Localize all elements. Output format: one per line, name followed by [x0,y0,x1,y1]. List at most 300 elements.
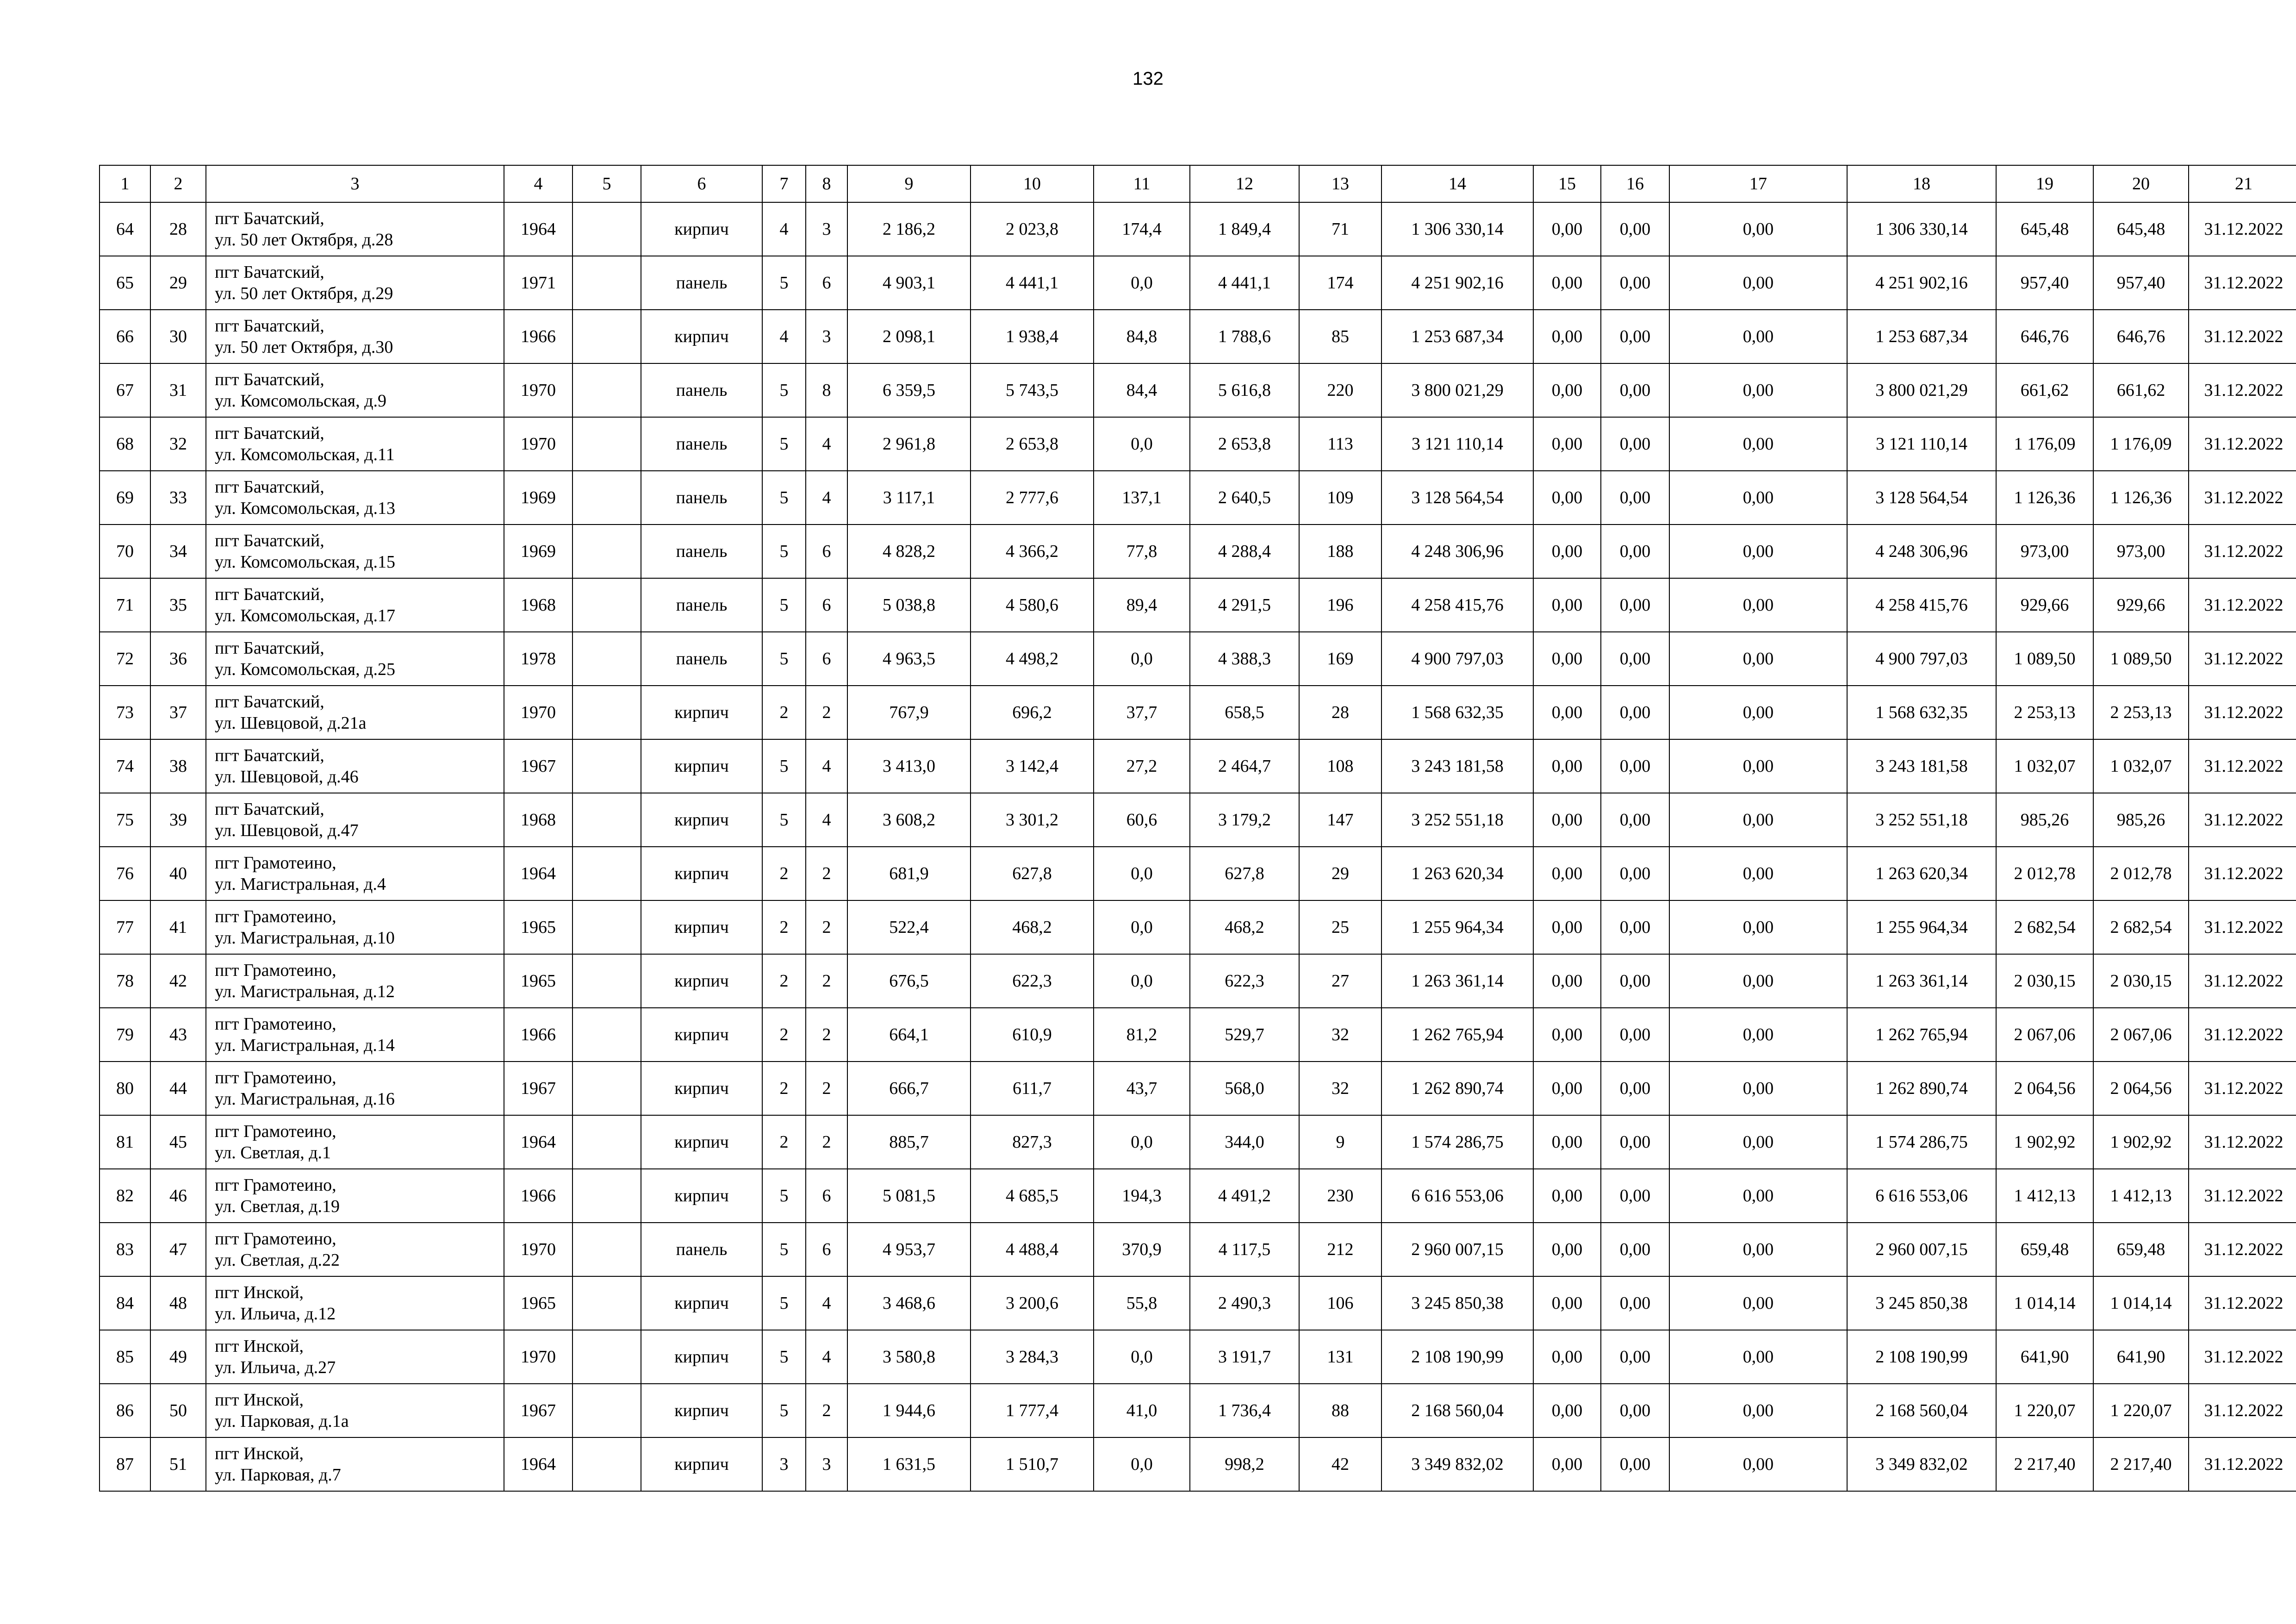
col-20-cell: 2 217,40 [2093,1437,2189,1491]
col-5-cell [572,363,641,417]
street-address: ул. Магистральная, д.4 [215,874,386,894]
col-12-cell: 568,0 [1190,1062,1299,1115]
col-5-cell [572,256,641,310]
floors-cell: 5 [762,1223,806,1276]
settlement-name: пгт Грамотеино, [215,1014,336,1034]
col-16-cell: 0,00 [1601,954,1669,1008]
wall-material-cell: кирпич [641,1115,762,1169]
wall-material-cell: кирпич [641,739,762,793]
deadline-date-cell: 31.12.2022 [2189,1008,2296,1062]
col-15-cell: 0,00 [1533,1276,1601,1330]
row-number-cell: 72 [100,632,150,686]
entrances-cell: 4 [806,1330,847,1384]
table-row [100,954,2296,1008]
wall-material-cell: панель [641,1223,762,1276]
wall-material-cell: панель [641,256,762,310]
col-13-cell: 71 [1299,202,1381,256]
col-15-cell: 0,00 [1533,1169,1601,1223]
table-row [100,471,2296,525]
settlement-name: пгт Инской, [215,1390,304,1410]
wall-material-cell: кирпич [641,900,762,954]
build-year-cell: 1970 [504,417,572,471]
settlement-name: пгт Бачатский, [215,531,324,550]
col-10-cell: 3 200,6 [971,1276,1094,1330]
entrances-cell: 2 [806,686,847,739]
wall-material-cell: кирпич [641,954,762,1008]
entrances-cell: 6 [806,632,847,686]
col-12-cell: 627,8 [1190,847,1299,900]
col-12-cell: 3 179,2 [1190,793,1299,847]
row-number-cell: 83 [100,1223,150,1276]
col-16-cell: 0,00 [1601,1115,1669,1169]
deadline-date-cell: 31.12.2022 [2189,847,2296,900]
col-16-cell: 0,00 [1601,417,1669,471]
floors-cell: 5 [762,471,806,525]
build-year-cell: 1978 [504,632,572,686]
col-9-cell: 1 631,5 [847,1437,971,1491]
col-9-cell: 3 468,6 [847,1276,971,1330]
col-18-cell: 1 263 361,14 [1847,954,1996,1008]
entrances-cell: 4 [806,471,847,525]
deadline-date-cell: 31.12.2022 [2189,310,2296,363]
floors-cell: 2 [762,954,806,1008]
settlement-name: пгт Инской, [215,1283,304,1302]
address-cell [206,632,504,686]
col-15-cell: 0,00 [1533,900,1601,954]
col-13-cell: 85 [1299,310,1381,363]
col-17-cell: 0,00 [1669,1062,1847,1115]
address-cell [206,954,504,1008]
col-15-cell: 0,00 [1533,954,1601,1008]
row-number-cell: 70 [100,525,150,578]
build-year-cell: 1966 [504,1008,572,1062]
col-5-cell [572,793,641,847]
row-number-cell: 65 [100,256,150,310]
address-cell [206,1223,504,1276]
col-5-cell [572,417,641,471]
item-number-cell: 31 [150,363,206,417]
settlement-name: пгт Бачатский, [215,370,324,389]
col-11-cell: 0,0 [1094,847,1190,900]
col-12-cell: 4 491,2 [1190,1169,1299,1223]
col-5-cell [572,471,641,525]
col-19-cell: 2 012,78 [1996,847,2093,900]
col-18-cell: 6 616 553,06 [1847,1169,1996,1223]
col-15-cell: 0,00 [1533,847,1601,900]
deadline-date-cell: 31.12.2022 [2189,417,2296,471]
build-year-cell: 1970 [504,363,572,417]
floors-cell: 5 [762,739,806,793]
col-15-cell: 0,00 [1533,1062,1601,1115]
col-20-cell: 929,66 [2093,578,2189,632]
wall-material-cell: кирпич [641,1384,762,1437]
col-9-cell: 3 608,2 [847,793,971,847]
wall-material-cell: кирпич [641,310,762,363]
col-16-cell: 0,00 [1601,739,1669,793]
col-17-cell: 0,00 [1669,1008,1847,1062]
col-11-cell: 84,8 [1094,310,1190,363]
entrances-cell: 4 [806,739,847,793]
col-9-cell: 4 963,5 [847,632,971,686]
row-number-cell: 66 [100,310,150,363]
col-19-cell: 645,48 [1996,202,2093,256]
build-year-cell: 1969 [504,471,572,525]
table-row [100,578,2296,632]
col-9-cell: 676,5 [847,954,971,1008]
col-18-cell: 2 108 190,99 [1847,1330,1996,1384]
col-17-cell: 0,00 [1669,256,1847,310]
wall-material-cell: панель [641,525,762,578]
col-15-cell: 0,00 [1533,525,1601,578]
col-5-cell [572,900,641,954]
col-16-cell: 0,00 [1601,793,1669,847]
col-5-cell [572,1062,641,1115]
col-19-cell: 1 014,14 [1996,1276,2093,1330]
deadline-date-cell: 31.12.2022 [2189,202,2296,256]
item-number-cell: 32 [150,417,206,471]
wall-material-cell: кирпич [641,847,762,900]
row-number-cell: 85 [100,1330,150,1384]
floors-cell: 5 [762,363,806,417]
col-17-cell: 0,00 [1669,471,1847,525]
wall-material-cell: кирпич [641,1008,762,1062]
col-16-cell: 0,00 [1601,1169,1669,1223]
col-12-cell: 344,0 [1190,1115,1299,1169]
address-cell [206,900,504,954]
street-address: ул. Светлая, д.19 [215,1197,340,1216]
build-year-cell: 1964 [504,1115,572,1169]
street-address: ул. 50 лет Октября, д.30 [215,337,393,357]
deadline-date-cell: 31.12.2022 [2189,1330,2296,1384]
col-12-cell: 1 736,4 [1190,1384,1299,1437]
column-header-6: 6 [641,165,762,202]
col-9-cell: 5 038,8 [847,578,971,632]
col-14-cell: 2 960 007,15 [1381,1223,1533,1276]
row-number-cell: 71 [100,578,150,632]
col-12-cell: 2 640,5 [1190,471,1299,525]
col-15-cell: 0,00 [1533,793,1601,847]
col-9-cell: 4 953,7 [847,1223,971,1276]
col-13-cell: 113 [1299,417,1381,471]
address-cell [206,686,504,739]
wall-material-cell: кирпич [641,1169,762,1223]
col-12-cell: 998,2 [1190,1437,1299,1491]
entrances-cell: 2 [806,1008,847,1062]
col-17-cell: 0,00 [1669,1223,1847,1276]
col-19-cell: 661,62 [1996,363,2093,417]
col-17-cell: 0,00 [1669,847,1847,900]
address-cell [206,1062,504,1115]
col-10-cell: 3 142,4 [971,739,1094,793]
build-year-cell: 1967 [504,739,572,793]
column-header-15: 15 [1533,165,1601,202]
row-number-cell: 76 [100,847,150,900]
table-row [100,1276,2296,1330]
col-14-cell: 4 248 306,96 [1381,525,1533,578]
entrances-cell: 3 [806,1437,847,1491]
entrances-cell: 2 [806,1062,847,1115]
col-5-cell [572,310,641,363]
col-19-cell: 1 902,92 [1996,1115,2093,1169]
col-16-cell: 0,00 [1601,1384,1669,1437]
column-number-header-row [100,165,2296,202]
col-16-cell: 0,00 [1601,1276,1669,1330]
col-13-cell: 32 [1299,1062,1381,1115]
col-19-cell: 646,76 [1996,310,2093,363]
col-16-cell: 0,00 [1601,1008,1669,1062]
build-year-cell: 1964 [504,847,572,900]
deadline-date-cell: 31.12.2022 [2189,471,2296,525]
col-18-cell: 4 900 797,03 [1847,632,1996,686]
entrances-cell: 2 [806,1384,847,1437]
deadline-date-cell: 31.12.2022 [2189,1115,2296,1169]
table-row [100,900,2296,954]
col-14-cell: 3 800 021,29 [1381,363,1533,417]
col-14-cell: 1 262 890,74 [1381,1062,1533,1115]
col-19-cell: 929,66 [1996,578,2093,632]
wall-material-cell: кирпич [641,1330,762,1384]
col-10-cell: 1 510,7 [971,1437,1094,1491]
col-9-cell: 6 359,5 [847,363,971,417]
col-20-cell: 661,62 [2093,363,2189,417]
floors-cell: 4 [762,310,806,363]
col-15-cell: 0,00 [1533,1223,1601,1276]
address-cell [206,202,504,256]
item-number-cell: 46 [150,1169,206,1223]
col-17-cell: 0,00 [1669,900,1847,954]
wall-material-cell: кирпич [641,1062,762,1115]
col-10-cell: 5 743,5 [971,363,1094,417]
col-5-cell [572,1384,641,1437]
item-number-cell: 33 [150,471,206,525]
col-18-cell: 2 168 560,04 [1847,1384,1996,1437]
deadline-date-cell: 31.12.2022 [2189,793,2296,847]
col-10-cell: 696,2 [971,686,1094,739]
address-cell [206,417,504,471]
deadline-date-cell: 31.12.2022 [2189,632,2296,686]
item-number-cell: 34 [150,525,206,578]
col-16-cell: 0,00 [1601,578,1669,632]
col-9-cell: 4 903,1 [847,256,971,310]
entrances-cell: 2 [806,900,847,954]
build-year-cell: 1968 [504,793,572,847]
item-number-cell: 28 [150,202,206,256]
deadline-date-cell: 31.12.2022 [2189,1437,2296,1491]
col-15-cell: 0,00 [1533,739,1601,793]
address-cell [206,847,504,900]
row-number-cell: 80 [100,1062,150,1115]
table-row [100,686,2296,739]
table-row [100,1330,2296,1384]
col-9-cell: 3 117,1 [847,471,971,525]
item-number-cell: 48 [150,1276,206,1330]
col-20-cell: 1 089,50 [2093,632,2189,686]
floors-cell: 5 [762,632,806,686]
col-20-cell: 1 412,13 [2093,1169,2189,1223]
col-12-cell: 1 849,4 [1190,202,1299,256]
settlement-name: пгт Бачатский, [215,800,324,819]
table-row [100,1169,2296,1223]
item-number-cell: 41 [150,900,206,954]
col-18-cell: 3 252 551,18 [1847,793,1996,847]
col-14-cell: 4 258 415,76 [1381,578,1533,632]
col-20-cell: 1 176,09 [2093,417,2189,471]
address-cell [206,1330,504,1384]
col-14-cell: 2 168 560,04 [1381,1384,1533,1437]
column-header-14: 14 [1381,165,1533,202]
column-header-19: 19 [1996,165,2093,202]
item-number-cell: 29 [150,256,206,310]
street-address: ул. Парковая, д.1а [215,1412,349,1431]
col-14-cell: 1 263 361,14 [1381,954,1533,1008]
wall-material-cell: кирпич [641,202,762,256]
settlement-name: пгт Грамотеино, [215,907,336,926]
row-number-cell: 82 [100,1169,150,1223]
col-18-cell: 1 306 330,14 [1847,202,1996,256]
street-address: ул. Комсомольская, д.25 [215,660,395,679]
entrances-cell: 4 [806,417,847,471]
item-number-cell: 49 [150,1330,206,1384]
col-13-cell: 42 [1299,1437,1381,1491]
street-address: ул. 50 лет Октября, д.29 [215,284,393,303]
col-5-cell [572,739,641,793]
settlement-name: пгт Грамотеино, [215,853,336,873]
floors-cell: 5 [762,1384,806,1437]
street-address: ул. Светлая, д.1 [215,1143,331,1162]
table-row [100,1437,2296,1491]
col-16-cell: 0,00 [1601,310,1669,363]
column-header-7: 7 [762,165,806,202]
floors-cell: 4 [762,202,806,256]
build-year-cell: 1964 [504,1437,572,1491]
col-11-cell: 43,7 [1094,1062,1190,1115]
col-18-cell: 1 262 765,94 [1847,1008,1996,1062]
build-year-cell: 1968 [504,578,572,632]
row-number-cell: 67 [100,363,150,417]
col-13-cell: 27 [1299,954,1381,1008]
col-15-cell: 0,00 [1533,1330,1601,1384]
col-19-cell: 1 176,09 [1996,417,2093,471]
col-12-cell: 5 616,8 [1190,363,1299,417]
col-10-cell: 4 580,6 [971,578,1094,632]
entrances-cell: 6 [806,256,847,310]
col-20-cell: 646,76 [2093,310,2189,363]
street-address: ул. Комсомольская, д.17 [215,606,395,625]
col-9-cell: 3 413,0 [847,739,971,793]
col-16-cell: 0,00 [1601,900,1669,954]
column-header-17: 17 [1669,165,1847,202]
settlement-name: пгт Инской, [215,1444,304,1463]
row-number-cell: 86 [100,1384,150,1437]
col-10-cell: 2 023,8 [971,202,1094,256]
row-number-cell: 81 [100,1115,150,1169]
col-13-cell: 25 [1299,900,1381,954]
entrances-cell: 2 [806,954,847,1008]
entrances-cell: 6 [806,1223,847,1276]
col-17-cell: 0,00 [1669,202,1847,256]
col-14-cell: 3 252 551,18 [1381,793,1533,847]
col-11-cell: 0,0 [1094,256,1190,310]
col-11-cell: 194,3 [1094,1169,1190,1223]
page-number: 132 [1132,69,1164,89]
col-10-cell: 622,3 [971,954,1094,1008]
row-number-cell: 73 [100,686,150,739]
street-address: ул. Комсомольская, д.15 [215,552,395,572]
item-number-cell: 38 [150,739,206,793]
col-18-cell: 3 245 850,38 [1847,1276,1996,1330]
col-11-cell: 174,4 [1094,202,1190,256]
column-header-11: 11 [1094,165,1190,202]
table-row [100,739,2296,793]
column-header-2: 2 [150,165,206,202]
entrances-cell: 6 [806,1169,847,1223]
col-13-cell: 169 [1299,632,1381,686]
col-10-cell: 1 938,4 [971,310,1094,363]
item-number-cell: 36 [150,632,206,686]
col-12-cell: 468,2 [1190,900,1299,954]
column-header-18: 18 [1847,165,1996,202]
floors-cell: 5 [762,1330,806,1384]
col-15-cell: 0,00 [1533,1384,1601,1437]
settlement-name: пгт Бачатский, [215,209,324,228]
street-address: ул. Шевцовой, д.47 [215,821,359,840]
col-13-cell: 188 [1299,525,1381,578]
col-15-cell: 0,00 [1533,471,1601,525]
col-18-cell: 1 568 632,35 [1847,686,1996,739]
col-10-cell: 4 441,1 [971,256,1094,310]
col-13-cell: 212 [1299,1223,1381,1276]
settlement-name: пгт Грамотеино, [215,1229,336,1249]
col-16-cell: 0,00 [1601,847,1669,900]
deadline-date-cell: 31.12.2022 [2189,363,2296,417]
address-cell [206,1276,504,1330]
col-12-cell: 4 117,5 [1190,1223,1299,1276]
table-row [100,256,2296,310]
col-15-cell: 0,00 [1533,632,1601,686]
floors-cell: 3 [762,1437,806,1491]
address-cell [206,525,504,578]
col-17-cell: 0,00 [1669,525,1847,578]
col-14-cell: 4 900 797,03 [1381,632,1533,686]
settlement-name: пгт Бачатский, [215,585,324,604]
col-17-cell: 0,00 [1669,739,1847,793]
col-11-cell: 81,2 [1094,1008,1190,1062]
settlement-name: пгт Грамотеино, [215,961,336,980]
col-5-cell [572,1169,641,1223]
col-18-cell: 3 800 021,29 [1847,363,1996,417]
col-13-cell: 9 [1299,1115,1381,1169]
entrances-cell: 6 [806,578,847,632]
build-year-cell: 1969 [504,525,572,578]
column-header-20: 20 [2093,165,2189,202]
col-17-cell: 0,00 [1669,793,1847,847]
col-20-cell: 1 220,07 [2093,1384,2189,1437]
col-15-cell: 0,00 [1533,578,1601,632]
col-20-cell: 2 012,78 [2093,847,2189,900]
floors-cell: 2 [762,1115,806,1169]
col-9-cell: 681,9 [847,847,971,900]
table-row [100,1115,2296,1169]
address-cell [206,310,504,363]
deadline-date-cell: 31.12.2022 [2189,954,2296,1008]
build-year-cell: 1970 [504,1223,572,1276]
col-14-cell: 3 245 850,38 [1381,1276,1533,1330]
col-14-cell: 2 108 190,99 [1381,1330,1533,1384]
col-13-cell: 109 [1299,471,1381,525]
deadline-date-cell: 31.12.2022 [2189,578,2296,632]
col-20-cell: 1 014,14 [2093,1276,2189,1330]
entrances-cell: 4 [806,793,847,847]
